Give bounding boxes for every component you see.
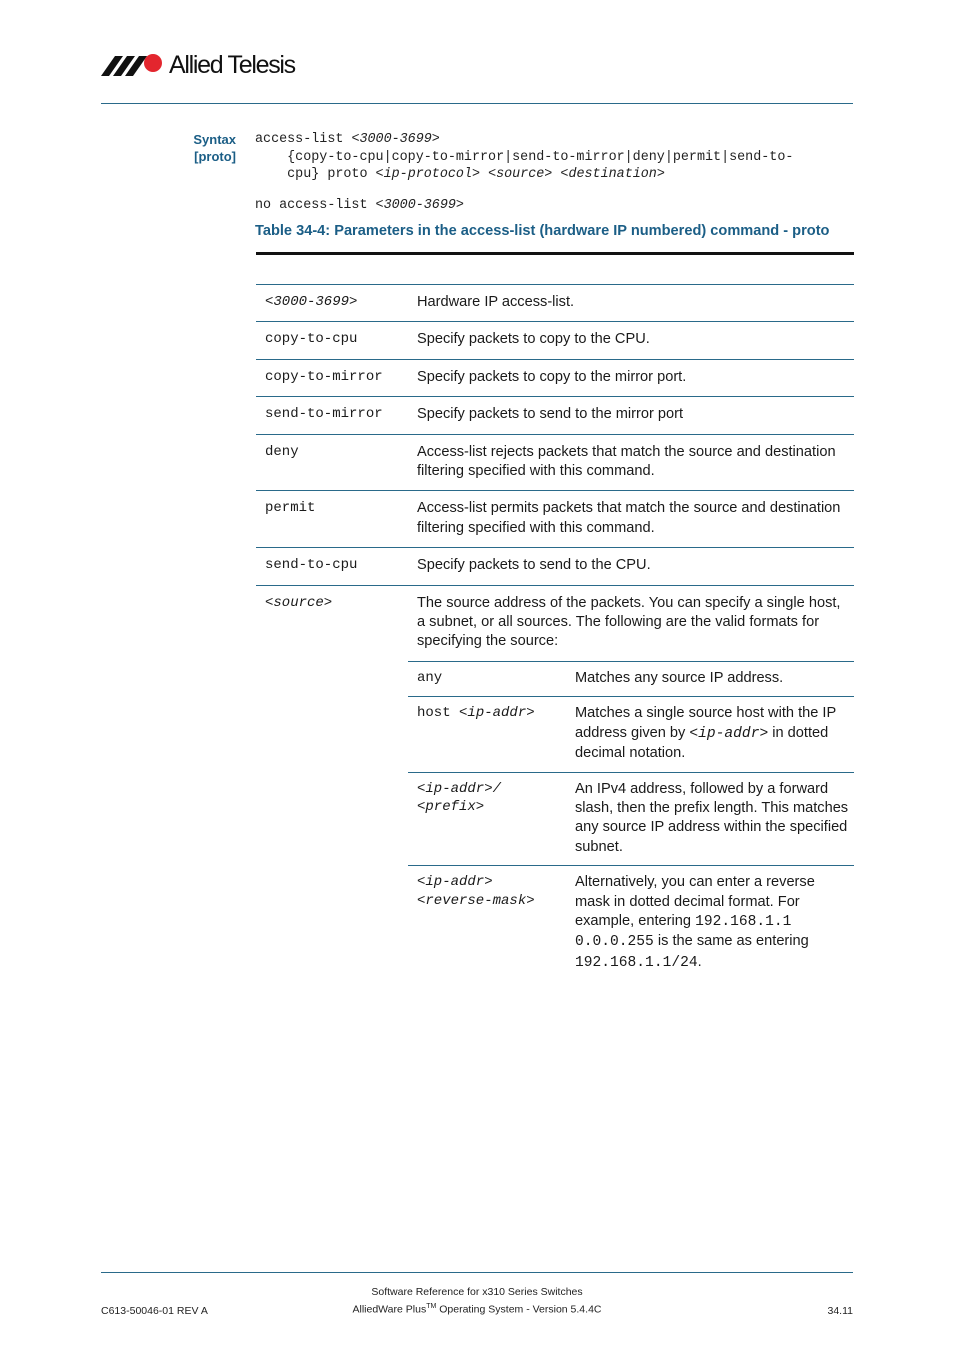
footer-doc-title: Software Reference for x310 Series Switches [371, 1286, 583, 1298]
syntax-label-line1: Syntax [193, 132, 236, 147]
allied-telesis-logo-icon [101, 52, 163, 78]
footer-page-number: 34.11 [827, 1305, 853, 1317]
param-cell: send-to-cpu [265, 557, 358, 574]
footer-version: Operating System - Version 5.4.4C [436, 1303, 602, 1316]
param-cell: <source> [265, 594, 333, 611]
format-desc-text: . [697, 953, 702, 970]
format-desc-arg: <ip-addr> [689, 725, 769, 742]
syntax-no-command [255, 197, 464, 215]
format-param-keyword: host [417, 705, 460, 722]
param-cell: <3000-3699> [265, 294, 358, 310]
format-desc-text: Matches a single source host with the IP address given by [575, 705, 836, 741]
logo-text: Allied Telesis [169, 50, 295, 79]
table-header-spacer [256, 255, 854, 285]
param-cell: copy-to-cpu [265, 331, 358, 348]
allied-telesis-logo [101, 50, 295, 80]
desc-cell: Hardware IP access-list. [417, 294, 575, 310]
table-row [256, 491, 854, 548]
desc-cell: The source address of the packets. You can specify a single host, a subnet, or all sources. The following are the valid formats for specifying the source: [417, 594, 841, 650]
caption-middle: Parameters in the access-list (hardware IP numbered) [330, 223, 707, 239]
format-desc [566, 866, 854, 981]
format-param [408, 697, 566, 771]
syntax-label [150, 131, 236, 165]
table-row [256, 397, 854, 434]
cmd-line3-keyword: cpu} proto [255, 167, 376, 182]
source-format-row [408, 696, 854, 771]
source-format-row [408, 661, 854, 696]
format-param [408, 866, 566, 981]
cmd-source: <source> [488, 167, 553, 182]
no-cmd-keyword: no access-list [255, 198, 376, 213]
format-desc-text: Alternatively, you can enter a reverse mask in dotted decimal format. For example, entering [575, 874, 815, 929]
table-caption [255, 223, 829, 239]
cmd-destination: <destination> [560, 167, 665, 182]
table-row [256, 322, 854, 359]
desc-cell: Access-list permits packets that match the source and destination filtering specified with this command. [417, 500, 841, 536]
format-desc-text: in dotted decimal notation. [575, 724, 829, 762]
format-desc: Matches any source IP address. [575, 669, 784, 686]
source-format-row [408, 772, 854, 866]
format-desc-text: is the same as entering [653, 933, 809, 950]
table-row [256, 360, 854, 397]
footer-rule [101, 1272, 853, 1273]
desc-cell: Specify packets to send to the CPU. [417, 557, 651, 574]
cmd-protocol: <ip-protocol> [375, 167, 481, 182]
source-cell [408, 586, 854, 982]
caption-suffix: command - proto [706, 223, 830, 239]
format-param-line: <ip-addr>/ [417, 780, 502, 797]
format-param-line: <reverse-mask> [417, 892, 535, 909]
cmd-line2: {copy-to-cpu|copy-to-mirror|send-to-mirror|deny|permit|send-to- [255, 149, 794, 165]
table-row [256, 548, 854, 585]
format-desc [566, 697, 854, 771]
table-row-source [256, 586, 854, 982]
syntax-command [255, 131, 793, 184]
cmd-keyword: access-list [255, 132, 352, 147]
param-cell: permit [265, 500, 316, 517]
desc-cell: Specify packets to send to the mirror port [417, 406, 684, 423]
footer-tm: TM [426, 1303, 437, 1310]
format-desc-code: 192.168.1.1/24 [575, 954, 698, 971]
table-row [256, 435, 854, 492]
format-param-line: <prefix> [417, 799, 485, 815]
format-param-arg: <ip-addr> [459, 705, 535, 722]
no-cmd-range: <3000-3699> [375, 198, 464, 213]
desc-cell: Specify packets to copy to the mirror port. [417, 368, 687, 385]
source-formats-table [408, 661, 854, 981]
footer-doc-code: C613-50046-01 REV A [101, 1305, 208, 1317]
syntax-label-line2: [proto] [194, 149, 236, 164]
format-param [408, 773, 566, 866]
desc-cell: Access-list rejects packets that match the source and destination filtering specified with this command. [417, 443, 836, 480]
caption-prefix: Table 34-4: [255, 223, 331, 239]
table-row [256, 285, 854, 322]
cmd-range: <3000-3699> [351, 132, 440, 147]
format-param: any [417, 669, 443, 686]
parameters-table [256, 252, 854, 981]
footer-os-name: AlliedWare Plus [352, 1303, 427, 1316]
format-desc-code: 192.168.1.1 0.0.0.255 [575, 913, 792, 951]
param-cell: deny [265, 443, 299, 460]
format-param-line: <ip-addr> [417, 874, 493, 891]
desc-cell: Specify packets to copy to the CPU. [417, 331, 650, 348]
param-cell: copy-to-mirror [265, 368, 383, 385]
header-rule [101, 103, 853, 104]
source-format-row [408, 865, 854, 981]
format-desc: An IPv4 address, followed by a forward slash, then the prefix length. This matches any source IP address within the specified subnet. [575, 780, 849, 855]
param-cell: send-to-mirror [265, 406, 383, 423]
